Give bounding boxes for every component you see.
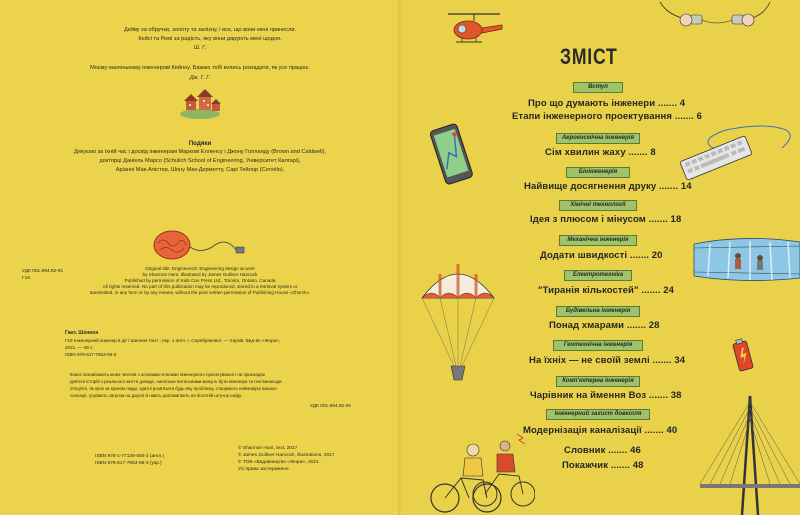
toc-entry-land[interactable]: На їхніх — не своїй землі ....... 34 — [529, 355, 686, 366]
toc-banner-aerospace: Аерокосмічна інженерія — [556, 133, 640, 144]
catalog-2: 2021. — 48 с. — [65, 345, 94, 350]
bridge-icon — [700, 392, 800, 515]
toc-entry-seven-minutes[interactable]: Сім хвилин жаху ....... 8 — [545, 147, 656, 158]
toc-banner-civil: Будівельна інженерія — [556, 306, 640, 317]
cyclists-icon — [425, 428, 535, 515]
dedication-sign-2: Дж. Г. Г. — [189, 75, 211, 81]
toc-entry-speed[interactable]: Додати швидкості ....... 20 — [540, 250, 663, 261]
thanks-3: Аріанні Мак-Алістер, Шону Мак-Дермотту, Сарі Тейлор (Cervélo). — [115, 167, 285, 173]
toc-entry-index[interactable]: Покажчик ....... 48 — [562, 460, 644, 471]
toc-entry-design-stages[interactable]: Етапи інженерного проектування ....... 6 — [512, 111, 703, 122]
annotation-1: Книга познайомить юних читачів з основами етапами інженерного проектування і на прикладах — [70, 372, 265, 377]
thanks-title: Подяки — [188, 140, 212, 147]
toc-banner-chemical: Хімічні технології — [559, 200, 637, 211]
copyright-1: © Shannon Hunt, text, 2017 — [238, 446, 298, 451]
copyright-3: © ТОВ «Видавництво «Жорж», 2021 — [238, 460, 319, 465]
toc-entry-engineers-think[interactable]: Про що думають інженери ....... 4 — [528, 98, 686, 109]
toc-banner-geotechnical: Геотехнічна інженерія — [553, 340, 643, 351]
toc-entry-plus-minus[interactable]: Ідея з плюсом і мінусом ....... 18 — [530, 214, 682, 225]
battery-icon — [728, 336, 758, 376]
toc-entry-printing[interactable]: Найвище досягнення друку ....... 14 — [524, 181, 692, 192]
catalog-3: ISBN 978-617-7853-66-3 — [65, 352, 117, 357]
catalog-head: Гант, Шеннон — [65, 330, 99, 336]
book-gutter — [398, 0, 402, 515]
toc-banner-environmental: Інженерний захист довкілля — [546, 409, 650, 420]
annotation-4: сенсації, усувають загрози на дорозі й навіть допомагають на пілотній штучну шкіру. — [70, 393, 243, 398]
keyboard-icon — [676, 120, 796, 180]
dedication-1: Дейву за обручки, золоту та залізну, і все, що вони мені принесли. — [123, 27, 297, 33]
original-4: All rights reserved. No part of this publication may be reproduced, stored in a retrieval system or — [102, 284, 298, 289]
catalog-1: Г19 Інженерний інженер в дії / Шеннон Гант ; пер. з англ. І. Серебрянової. — Харків: Вид-во «Жорж», — [65, 338, 281, 343]
toc-entry-tyranny[interactable]: "Тиранія кількостей" ....... 24 — [538, 285, 674, 296]
brain-icon — [150, 225, 260, 265]
toc-banner-bioengineering: Біоінженерія — [566, 167, 630, 178]
copyright-4: Усі права застережено — [238, 467, 289, 472]
thanks-2: докторці Даніель Марсо (Schulich School of Engineering, Університет Калгарі), — [99, 158, 301, 164]
toc-banner-computer: Комп'ютерна інженерія — [556, 376, 640, 387]
toc-banner-mechanical: Механічна інженерія — [559, 235, 637, 246]
udk-right: УДК 001.894.82-91 — [310, 404, 352, 409]
udk-left-2: Г19 — [22, 276, 30, 281]
toc-entry-wizard[interactable]: Чарівник на ймення Воз ....... 38 — [530, 390, 682, 401]
helicopter-icon — [440, 8, 510, 53]
isbn-2: ISBN 978-617-7853-66-3 (укр.) — [95, 461, 162, 466]
dedication-3: Моєму маленькому інженерові Кейнну. Бажаю тобі колись розгадати, як усе працює. — [90, 65, 310, 71]
toc-entry-clouds[interactable]: Понад хмарами ....... 28 — [549, 320, 660, 331]
original-2: by Shannon Hunt. Illustrated by James Gulliver Hancock — [142, 272, 258, 277]
original-3: Published by permission of Kids Can Press Ltd., Toronto, Ontario, Canada — [124, 278, 276, 283]
annotation-2: дев'яти історій з реального життя доведе, наскільки питальними можуть бути інженери та їхні винаходи. — [70, 379, 283, 384]
toc-entry-sewer[interactable]: Модернізація каналізації ....... 40 — [523, 425, 678, 436]
original-1: Original title: Engineered!: Engineering design at work — [145, 266, 255, 271]
toc-banner-intro: Вступ — [573, 82, 623, 93]
parachute-icon — [418, 258, 498, 388]
toc-entry-glossary[interactable]: Словник ....... 46 — [564, 445, 641, 456]
annotation-3: З'ясуйте, як крок за кроком люди, здатні розв'язати будь-яку проблему, створюють неймовірні винахо- — [70, 386, 278, 391]
thanks-1: Дякуємо за їхній час і досвід інженерам Маркові Елленсу і Джону Голланду (Brown and Caldwell), — [74, 149, 326, 155]
copyright-2: © James Gulliver Hancock, illustrations, 2017 — [238, 453, 335, 458]
dedication-2: Кейсі та Ремі за радість, яку вони дарують мені щодня. — [138, 36, 282, 42]
houses-icon — [178, 86, 223, 121]
cans-phone-icon — [620, 0, 800, 42]
toc-banner-electrical: Електротехніка — [564, 270, 632, 281]
original-5: transmitted, in any form or by any means, without the prior written permission of Publishing House «Zhorzh». — [89, 290, 311, 295]
phone-map-icon — [428, 122, 476, 190]
toc-title: ЗМІСТ — [560, 44, 618, 69]
isbn-1: ISBN 978-1-77138-560-2 (англ.) — [95, 454, 165, 459]
udk-left-1: УДК 001.894.82-91 — [22, 269, 64, 274]
train-icon — [690, 236, 800, 284]
dedication-sign-1: Ш. Г. — [193, 45, 207, 51]
